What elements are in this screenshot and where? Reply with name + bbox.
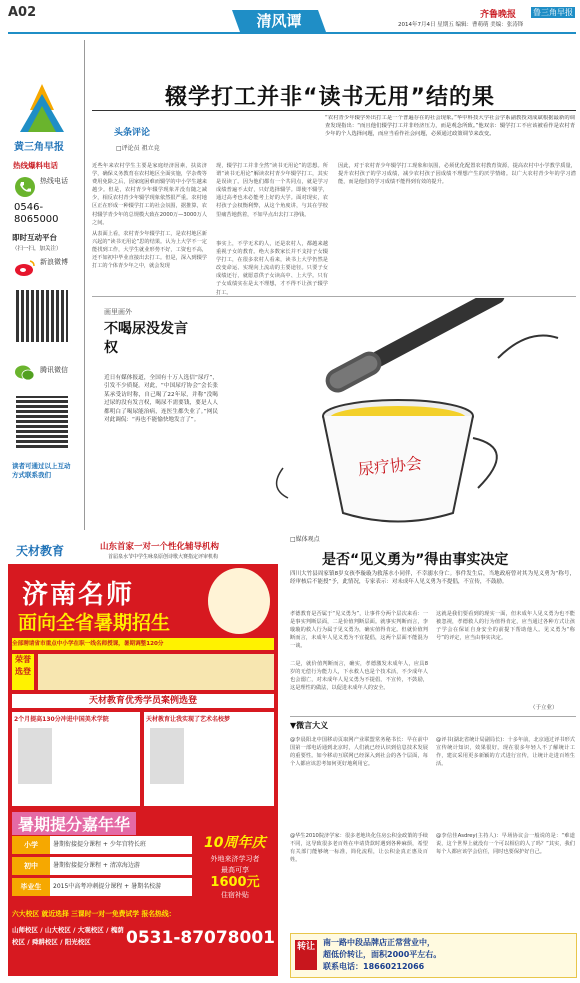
sidebar-divider [84, 40, 85, 530]
weibo-post-1: @李晨阳北中国移动页取网产业联盟常务秘书长：早在前中国第一部电话通到北京时，人们就已经认识到信息技术发展的重要性。如今移动互联网已经深入到社会的各个层面，每个人都应该思考如何更好地利用它。 [290, 737, 428, 768]
wechat-icon [14, 363, 36, 387]
article-body-3: 现，辍学打工并非全然“读书无用论”的思想。所谓“读书无用论”解读农村青少年辍学打工，其实是误读了。因为他们都有一个共同点，就是学习成绩普遍不太好，只好选择辍学。即使不辍学，通过高考也未必能考上好的大学。面对现实，农村孩子会权衡利弊，从这个角度讲，与其在学校里痛苦地熬着，不如早点出去打工挣钱。 [216, 163, 328, 218]
article-authors: □评论员 祖立竞 [116, 145, 160, 152]
cartoon-column-label: 画里画外 [104, 308, 132, 316]
wechat-label: 腾讯微信 [40, 366, 68, 374]
section-title: 清风谭 [240, 10, 318, 32]
honor-badge: 荣誉选登 [12, 654, 34, 690]
article2-lead: 四川大竹县周家镇8岁女孩李璇璇为救落水小同伴，不幸溺水身亡。事件发生后，当地政府曾对其为见义勇为“称号，经审核后不能授”予，此情况，专家表示：对未成年人见义勇为不提倡，不宣传，不鼓励。 [290, 571, 575, 585]
ad-phone[interactable]: 0531-87078001 [126, 928, 275, 948]
article2-body-3: 这就是我们要看到的现实一面，但未成年人见义勇为也不能被忽视，孝德救人的行为值得肯定，应当通过各种方式让孩子学会在保证自身安全的前提下帮助他人。见义勇为“称号”的评定，应当由事实决定。 [436, 611, 575, 642]
section-divider [92, 296, 576, 297]
wechat-qr-code[interactable] [16, 396, 68, 448]
article-body-4: 事实上，不学无术的人，还是农村人，都越来越重视子女的教育。绝大多数家长并不支持子女辍学打工，在很多农村人看来，读书上大学仍然是改变命运、实现向上流动的主要途径。只要子女成绩还行，就愿意供子女读高中、上大学。只有子女成绩实在是太不理想，才不得不让孩子辍学打工。 [216, 241, 328, 295]
transfer-line-2: 超低价转让，面积2000平左右。 [323, 950, 442, 959]
bonus-line: 外地来济学习者 [210, 855, 260, 863]
hotline-number[interactable]: 0546-8065000 [14, 202, 59, 225]
hotline-title: 热线爆料电话 [13, 161, 58, 170]
article-headline: 辍学打工并非“读书无用”结的果 [165, 85, 495, 110]
promo-tag: 初中 [12, 857, 50, 875]
education-ad[interactable] [8, 536, 278, 976]
cup-label: 尿疗协会 [357, 453, 423, 480]
bonus-line: 住宿补贴 [221, 891, 249, 899]
promo-row [12, 836, 192, 854]
article2-author: （于立业） [530, 705, 558, 711]
promo-list [12, 836, 192, 896]
ad-slogan-sub: 首届泉水节中学生咏泉原创诗歌大赛指定评审机构 [108, 554, 219, 560]
weibo-post-4: @李信佳Asdrey(主持人)：早场协议会一般说的是：“难道说，这个世界上就没有一个可以相信的人了吗？”其实，我们每个人都应该学会信任，同时也要保护好自己。 [436, 833, 575, 856]
anniversary-badge: 10周年庆 [204, 835, 266, 851]
paper-tag: 鲁三角早报 [533, 8, 573, 17]
article-lead: “农村青少年辍学外出打工是一个普遍存在的社会现象。”华中科技大学社会学系副教授刘成斌根据最新的调查发现指出：“而且他们辍学打工并非经济压力，而是观念所致。”他双亲：辍学打工不应该被看作是农村青少年的个人选择问题，而应当看作社会问题，必须通过政策调节来改变。 [325, 115, 575, 137]
phone-icon [14, 176, 36, 202]
article2-body-2: 二是，就价值判断而言，确实，孝德激发未成年人，应具8岁的无偿行为能力人，下水救人也是个技术活，不少成年人也会溺亡，对未成年人见义勇为不提倡，不宣传，不鼓励，这是理性的做法，以促进未成年人的安全。 [290, 661, 428, 692]
transfer-phone[interactable]: 联系电话：18660212066 [323, 962, 425, 971]
promo-text: 暑期衔接提分课程 + 少年宫特长班 [53, 841, 146, 848]
cartoon-illustration [228, 298, 578, 530]
transfer-text [323, 937, 441, 973]
column-name: 头条评论 [114, 128, 151, 138]
edition-meta: 2014年7月4日 星期五 编辑：曹萌萌 美编：张涛锋 [398, 22, 524, 28]
hotline-label: 热线电话 [40, 177, 68, 185]
article2-title: 是否“见义勇为”得由事实决定 [322, 552, 509, 568]
page-number: A02 [8, 5, 37, 20]
ad-brand: 天材教育 [16, 544, 65, 558]
logo-graphic-icon [12, 82, 74, 138]
article-body-5: 因此，对于农村青少年辍学打工现象和氛围，必须优化配置农村教育资源，提高农村中小学教学质量，提升农村孩子的学习成绩，减少农村孩子因成绩不理想产生的厌学情绪。以广大农村青少年的学习潜能，而是他们的学习成绩不能得到有效的提升。 [338, 163, 576, 186]
ad-headline-2: 面向全省暑期招生 [18, 612, 171, 634]
promo-title: 暑期提分嘉年华 [12, 812, 136, 835]
weibo-icon [14, 258, 36, 282]
case-1-title: 2个月提高130分冲进中国美术学院 [14, 716, 109, 723]
logo-name: 黄三角早报 [14, 142, 64, 153]
promo-row [12, 878, 192, 896]
transfer-tag: 转让 [295, 940, 317, 970]
header-divider [8, 32, 576, 34]
promo-row [12, 857, 192, 875]
weibo-post-3: @评书(湖北省统计局副局长)：十多年前，北京通过评书形式宣传统计知识，效果很好。现在很多年轻人不了解统计工作，建议采用更多新颖的方式进行宣传，让统计走进百姓生活。 [436, 737, 575, 768]
weibo-post-2: @华生2010院济学家：很多老地块化住房公积金政策的手续不同，这导致很多老百姓在申请贷款时遇到各种麻烦，希望有关部门能够统一标准，简化流程，让公积金真正惠及百姓。 [290, 833, 428, 864]
weibo-divider [290, 716, 576, 717]
promo-tag: 小学 [12, 836, 50, 854]
cartoon-body: 近日有媒体报道，全国有十万人选信“尿疗”，引发不少质疑。对此，“中国尿疗协会”会长张某承受访时称，自己喝了22年尿，并称“没喝过尿的没有发言权，喝尿不需要钱，要是人人都明白了喝尿能治病，连医生都失业了。”网民对此调侃：“再也不能愉快地发言了”。 [104, 375, 218, 424]
weibo-section-title: ▼微言大义 [290, 721, 329, 730]
cartoon-title: 不喝尿没发言权 [104, 321, 188, 356]
ad-slogan: 山东首家一对一个性化辅导机构 [100, 542, 220, 552]
mascot-icon [208, 568, 270, 634]
interact-title: 即时互动平台 [12, 233, 57, 242]
case-2-title: 天材教育让我实现了艺术名校梦 [146, 716, 231, 723]
student-photo-2 [150, 728, 184, 784]
article2-body-1: 孝德教育是否属于“见义勇为”，让事件分两个层次来看：一是事实判断层面，二是价值判断层面。就事实判断而言，李璇璇的救人行为属于见义勇为，确实值得肯定。但就价值判断而言，未成年人见义勇为不宜提倡，这两个层面不能混为一谈。 [290, 611, 428, 650]
honor-certificates [38, 654, 274, 690]
bonus-amount: 1600元 [210, 875, 260, 890]
transfer-line-1: 南一路中段品牌店正常营业中， [323, 938, 435, 947]
schools-title: 六大校区 就近选择 三课时一对一免费试学 报名热线： [12, 910, 176, 918]
bonus-info [200, 854, 270, 901]
ad-headline-1: 济南名师 [22, 580, 135, 610]
ad-mid-title: 天材教育优秀学员案例选登 [12, 694, 274, 708]
promo-tag: 毕业生 [12, 878, 50, 896]
article2-tag: □媒体观点 [290, 536, 320, 543]
promo-text: 2015中高考冲刺提分课程 + 暑期名校游 [53, 883, 162, 890]
interact-subtitle: （扫一扫，加关注） [12, 246, 62, 252]
article-body-2: 从表面上看，农村青少年辍学打工，是农村地区新兴起的“读书无用论”思的结果。认为上大学不一定能找到工作，大学生就业形势不好，工资也不高，还不如初中毕业直接出去打工。但是，深入到辍学打工的个体青少年之中，就会发现 [92, 231, 207, 270]
promo-text: 暑期衔接提分课程 + 清凉海边游 [53, 862, 140, 869]
weibo-label: 新浪微博 [40, 258, 68, 266]
sidebar-footer: 读者可通过以上互动方式联系我们 [12, 462, 71, 479]
student-photo-1 [18, 728, 52, 784]
bonus-line: 最高可享 [221, 866, 249, 874]
ad-banner: 全部聘请省市重点中小学在职一线名师授课，暑期调整120分 [12, 638, 274, 650]
schools-list: 山师校区 / 山大校区 / 大观校区 / 槐荫校区 / 舜耕校区 / 阳光校区 [12, 926, 124, 946]
weibo-qr-code[interactable] [16, 290, 68, 342]
headline-rule [92, 110, 576, 111]
article-body-1: 近些年来农村学生主要是家庭经济因素，扶贫济学，确保义务教育在农村地区全面实施，学杂费等费用免除之后，因家庭困难而辍学的中小学生越来越少。但是，农村青少年辍学现象并没有随之减少，相反农村青少年辍学现象依然很严重。农村地区正在形成一种辍学打工的社会氛围，据推算，农村辍学青少年的总规模大致在2000万—3000万人之间。 [92, 163, 207, 226]
paper-name: 齐鲁晚报 [480, 10, 517, 20]
transfer-classified[interactable] [290, 933, 577, 978]
